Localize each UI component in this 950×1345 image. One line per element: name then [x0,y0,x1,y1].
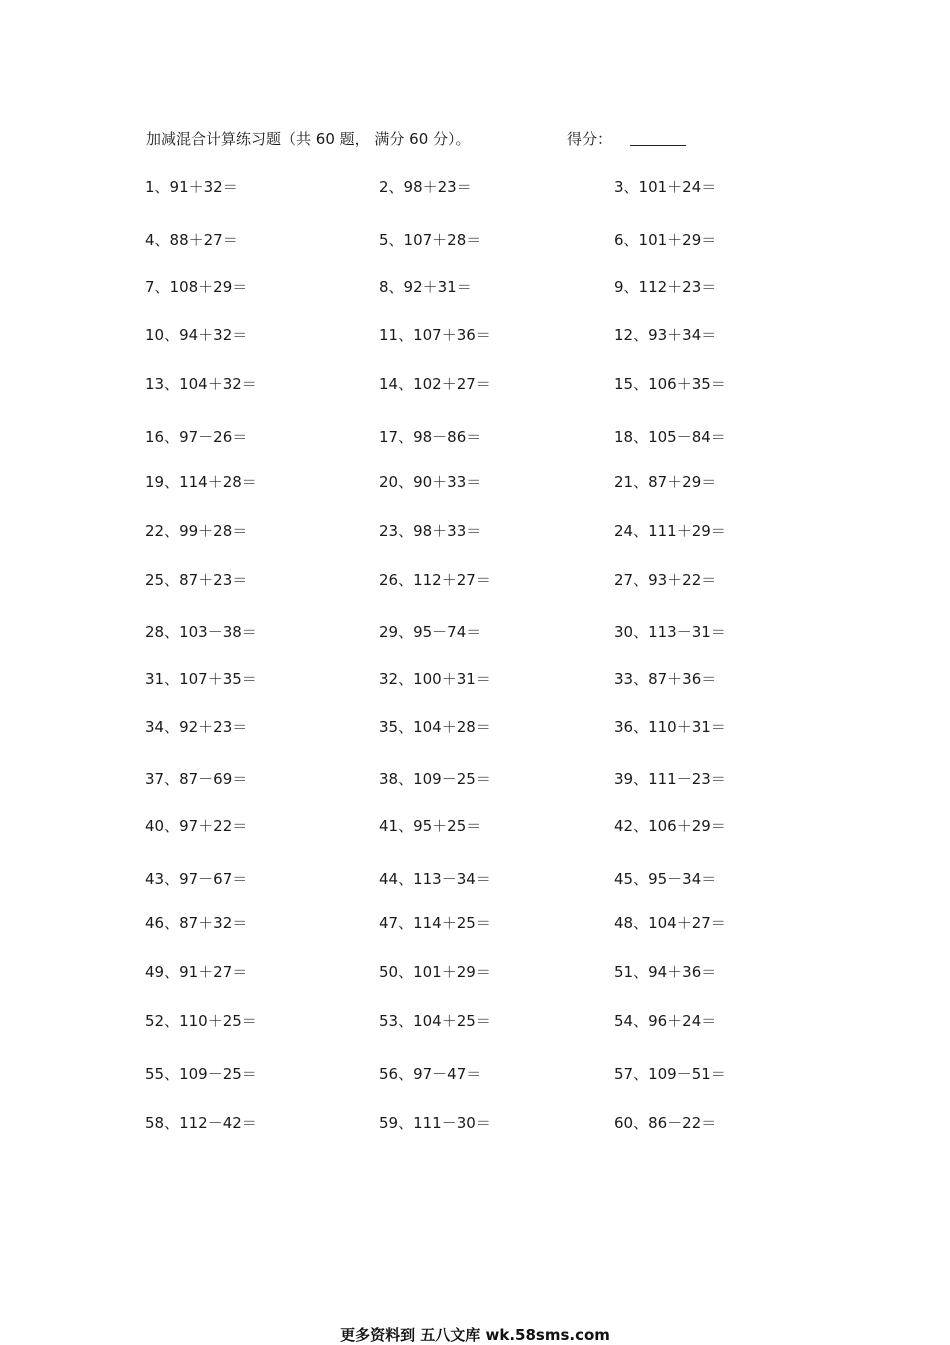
problem-item: 52、110＋25＝ [145,1012,257,1030]
problem-item: 19、114＋28＝ [145,473,257,491]
problem-item: 58、112－42＝ [145,1114,257,1132]
problem-item: 16、97－26＝ [145,428,248,446]
problem-item: 29、95－74＝ [379,623,482,641]
problem-item: 55、109－25＝ [145,1065,257,1083]
problem-item: 49、91＋27＝ [145,963,248,981]
problem-item: 33、87＋36＝ [614,670,717,688]
problem-item: 20、90＋33＝ [379,473,482,491]
problem-item: 4、88＋27＝ [145,231,238,249]
problem-item: 32、100＋31＝ [379,670,491,688]
worksheet-title: 加减混合计算练习题（共 60 题， 满分 60 分）。 [146,130,471,148]
problem-item: 6、101＋29＝ [614,231,717,249]
problem-item: 35、104＋28＝ [379,718,491,736]
problem-item: 41、95＋25＝ [379,817,482,835]
problem-item: 30、113－31＝ [614,623,726,641]
problem-item: 10、94＋32＝ [145,326,248,344]
problem-item: 48、104＋27＝ [614,914,726,932]
problem-item: 38、109－25＝ [379,770,491,788]
problem-item: 3、101＋24＝ [614,178,717,196]
score-area [567,128,686,149]
score-label: 得分： [567,130,613,148]
problem-item: 15、106＋35＝ [614,375,726,393]
problem-item: 22、99＋28＝ [145,522,248,540]
problem-item: 57、109－51＝ [614,1065,726,1083]
problem-item: 12、93＋34＝ [614,326,717,344]
problem-item: 36、110＋31＝ [614,718,726,736]
problem-item: 7、108＋29＝ [145,278,248,296]
problem-item: 54、96＋24＝ [614,1012,717,1030]
problem-item: 51、94＋36＝ [614,963,717,981]
problem-item: 21、87＋29＝ [614,473,717,491]
problem-item: 2、98＋23＝ [379,178,472,196]
problem-item: 5、107＋28＝ [379,231,482,249]
problem-item: 8、92＋31＝ [379,278,472,296]
problem-item: 42、106＋29＝ [614,817,726,835]
problem-item: 56、97－47＝ [379,1065,482,1083]
score-blank[interactable] [630,131,686,146]
problem-item: 43、97－67＝ [145,870,248,888]
problem-item: 34、92＋23＝ [145,718,248,736]
problem-item: 44、113－34＝ [379,870,491,888]
problem-item: 9、112＋23＝ [614,278,717,296]
problem-item: 18、105－84＝ [614,428,726,446]
problem-item: 47、114＋25＝ [379,914,491,932]
problem-item: 37、87－69＝ [145,770,248,788]
problem-item: 53、104＋25＝ [379,1012,491,1030]
problem-item: 24、111＋29＝ [614,522,726,540]
problem-item: 45、95－34＝ [614,870,717,888]
problem-item: 11、107＋36＝ [379,326,491,344]
problem-item: 59、111－30＝ [379,1114,491,1132]
problem-item: 27、93＋22＝ [614,571,717,589]
problem-item: 39、111－23＝ [614,770,726,788]
problem-item: 14、102＋27＝ [379,375,491,393]
problem-item: 13、104＋32＝ [145,375,257,393]
problem-item: 31、107＋35＝ [145,670,257,688]
footer-link[interactable]: 更多资料到 五八文库 wk.58sms.com [340,1326,610,1344]
problem-item: 17、98－86＝ [379,428,482,446]
problem-item: 40、97＋22＝ [145,817,248,835]
problem-item: 1、91＋32＝ [145,178,238,196]
problem-item: 60、86－22＝ [614,1114,717,1132]
problem-item: 23、98＋33＝ [379,522,482,540]
problem-item: 25、87＋23＝ [145,571,248,589]
problem-item: 28、103－38＝ [145,623,257,641]
problem-item: 46、87＋32＝ [145,914,248,932]
problem-item: 50、101＋29＝ [379,963,491,981]
problem-item: 26、112＋27＝ [379,571,491,589]
